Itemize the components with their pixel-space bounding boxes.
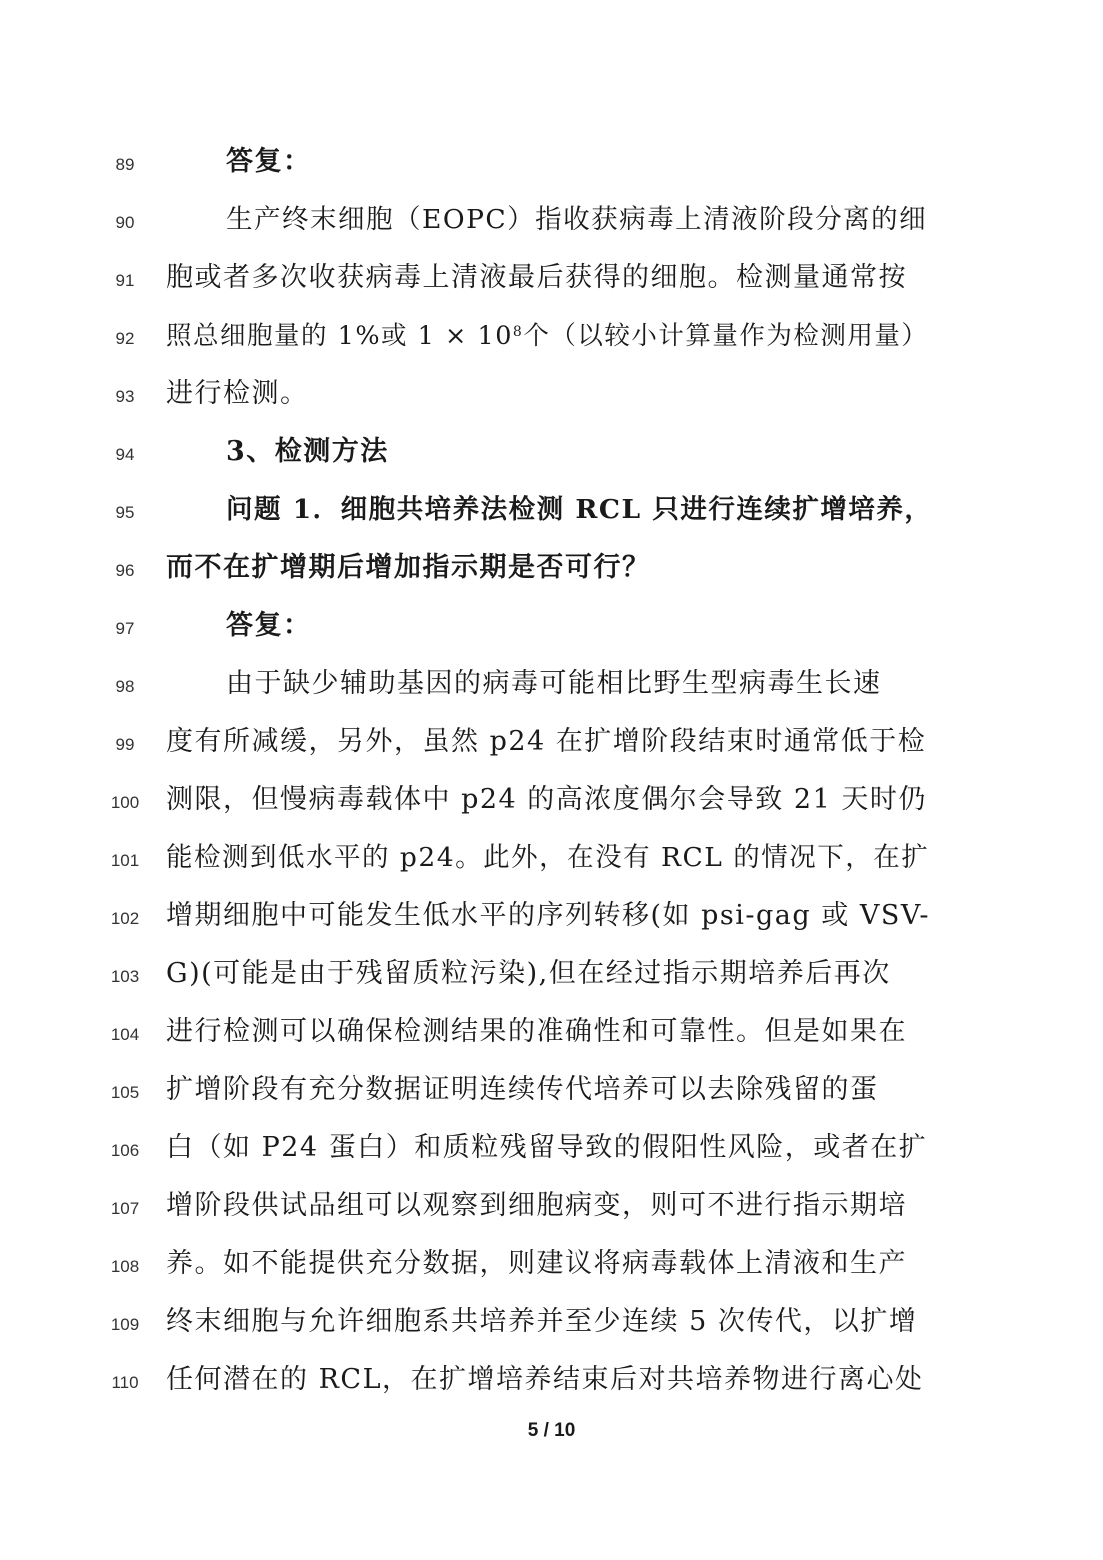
line-108: [0, 1239, 1103, 1297]
answer-heading: 答复：: [226, 146, 312, 177]
paragraph-line: 度有所减缓，另外，虽然 p24 在扩增阶段结束时通常低于检: [166, 726, 927, 757]
superscript: 8: [512, 324, 524, 340]
paragraph-line: 由于缺少辅助基因的病毒可能相比野生型病毒生长速: [226, 668, 882, 699]
line-number: 100: [110, 793, 140, 812]
paragraph-line: 白（如 P24 蛋白）和质粒残留导致的假阳性风险，或者在扩: [166, 1132, 928, 1163]
paragraph-line: 进行检测。: [166, 378, 309, 409]
line-number: 109: [110, 1315, 140, 1334]
line-89: [0, 137, 1103, 195]
line-107: [0, 1181, 1103, 1239]
paragraph-line: 扩增阶段有充分数据证明连续传代培养可以去除残留的蛋: [166, 1074, 879, 1105]
paragraph-line: 能检测到低水平的 p24。此外，在没有 RCL 的情况下，在扩: [166, 842, 930, 873]
paragraph-line: 增期细胞中可能发生低水平的序列转移(如 psi-gag 或 VSV-: [166, 900, 930, 931]
line-number: 93: [115, 387, 135, 406]
line-number: 99: [115, 735, 135, 754]
line-number: 92: [115, 329, 135, 348]
line-number: 104: [110, 1025, 140, 1044]
line-103: [0, 949, 1103, 1007]
line-93: [0, 369, 1103, 427]
line-98: [0, 659, 1103, 717]
line-number: 91: [115, 271, 135, 290]
line-92: [0, 311, 1103, 369]
line-number: 95: [115, 503, 135, 522]
line-number: 101: [110, 851, 140, 870]
paragraph-line: 养。如不能提供充分数据，则建议将病毒载体上清液和生产: [166, 1248, 907, 1279]
line-110: [0, 1355, 1103, 1413]
line-number: 98: [115, 677, 135, 696]
line-94: [0, 427, 1103, 485]
line-100: [0, 775, 1103, 833]
paragraph-line: 增阶段供试品组可以观察到细胞病变，则可不进行指示期培: [166, 1190, 907, 1221]
line-102: [0, 891, 1103, 949]
text-segment: 照总细胞量的 1%或 1 × 10: [166, 321, 513, 351]
line-number: 97: [115, 619, 135, 638]
paragraph-line: 胞或者多次收获病毒上清液最后获得的细胞。检测量通常按: [166, 262, 907, 293]
line-90: [0, 195, 1103, 253]
paragraph-line: [166, 316, 938, 356]
line-95: [0, 485, 1103, 543]
answer-heading: 答复：: [226, 610, 312, 641]
line-99: [0, 717, 1103, 775]
line-number: 89: [115, 155, 135, 174]
paragraph-line: 生产终末细胞（EOPC）指收获病毒上清液阶段分离的细: [226, 204, 928, 235]
line-104: [0, 1007, 1103, 1065]
line-109: [0, 1297, 1103, 1355]
line-number: 107: [110, 1199, 140, 1218]
line-106: [0, 1123, 1103, 1181]
line-number: 96: [115, 561, 135, 580]
line-96: [0, 543, 1103, 601]
line-number: 108: [110, 1257, 140, 1276]
line-105: [0, 1065, 1103, 1123]
paragraph-line: G)(可能是由于残留质粒污染),但在经过指示期培养后再次: [166, 958, 891, 989]
paragraph-line: 进行检测可以确保检测结果的准确性和可靠性。但是如果在: [166, 1016, 907, 1047]
line-number: 110: [111, 1373, 139, 1392]
line-97: [0, 601, 1103, 659]
line-number: 102: [110, 909, 140, 928]
paragraph-line: 测限，但慢病毒载体中 p24 的高浓度偶尔会导致 21 天时仍: [166, 784, 927, 815]
line-number: 105: [110, 1083, 140, 1102]
line-91: [0, 253, 1103, 311]
paragraph-line: 终末细胞与允许细胞系共培养并至少连续 5 次传代，以扩增: [166, 1306, 918, 1337]
page-number: 5 / 10: [527, 1420, 576, 1441]
paragraph-line: 任何潜在的 RCL，在扩增培养结束后对共培养物进行离心处: [166, 1364, 924, 1395]
section-heading: 3、检测方法: [226, 436, 389, 467]
text-segment: 个（以较小计算量作为检测用量）: [523, 321, 929, 351]
line-101: [0, 833, 1103, 891]
line-number: 103: [110, 967, 140, 986]
line-number: 106: [110, 1141, 140, 1160]
line-number: 90: [115, 213, 135, 232]
question-heading: 问题 1．细胞共培养法检测 RCL 只进行连续扩增培养，: [226, 494, 933, 525]
question-heading: 而不在扩增期后增加指示期是否可行？: [166, 552, 651, 583]
line-number: 94: [115, 445, 135, 464]
